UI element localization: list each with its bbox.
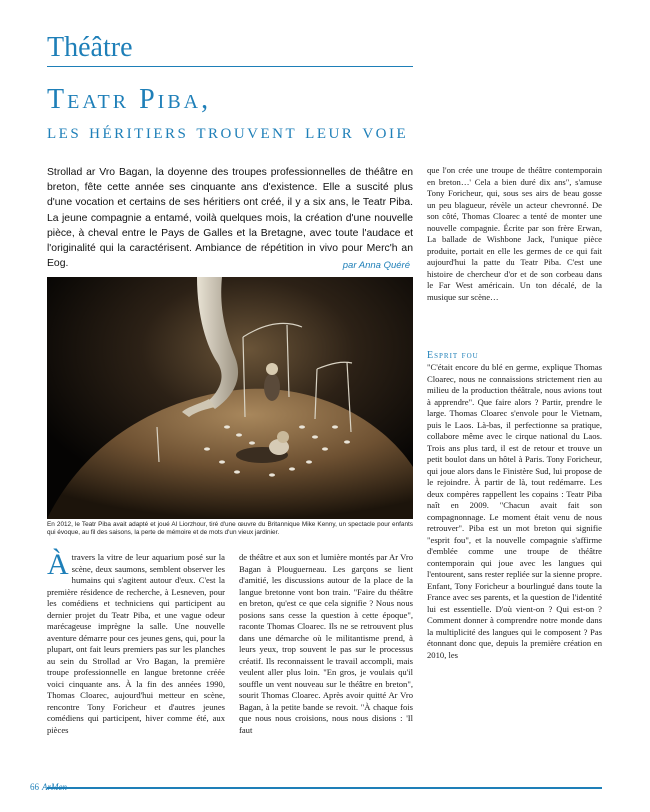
stage-photo <box>47 277 413 519</box>
body-column-3-top <box>427 165 602 303</box>
body-column-3-bottom <box>427 362 602 661</box>
section-rule <box>47 66 413 67</box>
article-title: Teatr Piba, <box>47 84 212 115</box>
section-title: Théâtre <box>47 32 133 63</box>
body-text-2: de théâtre et aux son et lumière montés par Ar Vro Bagan à Plouguerneau. Les garçons se lient d'amitié, les discussions autour de la place de la langue bretonne vont bon train. "Faire du théâtre en breton, qu'est ce que cela signifie ? Nous nous posions sans cesse la question à cette époque", raconte Thomas Cloarec. Ils ne se retrouvent plus dans une démarche où le militantisme prend, à leurs yeux, trop souvent le pas sur le processus créatif. Ils reconnaissent le travail accompli, mais veulent aller plus loin. "En gros, je voulais qu'il souffle un vent nouveau sur le théâtre en breton", sourit Thomas Cloarec. Après avoir quitté Ar Vro Bagan, à la petite bande se revoit. "À chaque fois que nous nous croisions, nous nous disions : 'Il faut <box>239 552 413 735</box>
body-column-1 <box>47 548 225 736</box>
footer-rule <box>47 787 602 789</box>
body-column-2 <box>239 552 413 736</box>
body-text-3b: "C'était encore du blé en germe, explique Thomas Cloarec, nous ne connaissions strictement rien au milieu de la production théâtrale, nous avions tout à apprendre". Que faire alors ? Partir, prendre le large. Thomas Cloarec s'envole pour le Vietnam, puis le Laos. Là-bas, il perfectionne sa pratique, collabore même avec le cirque national du Laos. Trois ans plus tard, il est de retour et trouve un petit boulot dans un hôtel à Paris. Tony Foricheur, qui joue alors dans le Finistère Sud, lui propose de le rejoindre. À partir de là, tout redémarre. Les deux compères rappellent les copains : Teatr Piba naît en 2009. "Chacun avait fait son compagnonnage. Le moment était venu de nous retrouver". Piba est un mot breton qui signifie "esprit fou", et la nouvelle compagnie s'affirme d'emblée comme une troupe de théâtre contemporain qui joue avec les langues qui l'entourent, sans rester repliée sur la sienne propre. Enfant, Tony Foricheur a bourlingué dans toute la France avec ses parents, et la question de l'identité lui est essentielle. D'où vient-on ? Qui est-on ? Comment donner à comprendre notre monde dans la multiplicité des langues qui le composent ? Pas étonnant donc que, depuis la première création en 2010, les <box>427 362 602 660</box>
dropcap: À <box>47 548 69 581</box>
page-number: 66 <box>30 782 39 792</box>
photo-caption: En 2012, le Teatr Piba avait adapté et joué Al Liorzhour, tiré d'une œuvre du Britannique Mike Kenny, un spectacle pour enfants qui évoque, au fil des saisons, la perte de mémoire et de mots d'un vieux jardinier. <box>47 521 413 537</box>
byline: par Anna Quéré <box>342 260 410 271</box>
magazine-name: ArMen <box>42 782 67 792</box>
stage-photo-image <box>47 277 413 519</box>
body-text-3a: que l'on crée une troupe de théâtre contemporain en breton…' Cela a bien duré dix ans", s'amuse Tony Foricheur, qui, sous ses airs de beau gosse un peu blagueur, révèle un acteur chevronné. De son côté, Thomas Cloarec a tenté de monter une nouvelle compagnie. Écrite par son frère Erwan, La ballade de Wishbone Jack, l'unique pièce produite, portait en elle les germes de ce qui fait aujourd'hui la patte du Teatr Piba. C'est une histoire de chercheur d'or et de son corbeau dans le Far West américain. Un ton décalé, de la musique sur scène… <box>427 165 602 302</box>
body-text-1: travers la vitre de leur aquarium posé sur la scène, deux saumons, semblent observer les humains qui s'agitent autour d'eux. C'est la première résidence de recherche, à Lesneven, pour les comédiens et techniciens qui participent au dernier projet du Teatr Piba, et une vague odeur marécageuse imprègne la salle. Une nouvelle aventure démarre pour ces jeunes gens, qui, pour la plupart, ont fait leurs premiers pas sur les planches au sein du Strollad ar Vro Bagan, la première troupe professionnelle en langue bretonne créée voici cinquante ans. À la fin des années 1990, Thomas Cloarec, aujourd'hui metteur en scène, rencontre Tony Foricheur et d'autres jeunes comédiens qui participent, hiver comme été, aux pièces <box>47 552 225 735</box>
subheading: Esprit fou <box>427 350 479 361</box>
article-intro: Strollad ar Vro Bagan, la doyenne des troupes professionnelles de théâtre en breton, fête cette année ses cinquante ans d'existence. Elle a suscité plus d'une vocation et certains de ses héritiers ont créé, il y a six ans, le Teatr Piba. La jeune compagnie a entamé, voilà quelques mois, la création d'une nouvelle pièce, à cheval entre le Pays de Galles et la Bretagne, avec toute l'audace et l'originalité qui la caractérisent. Ambiance de répétition in vivo pour Merc'h an Eog. <box>47 167 413 270</box>
article-subtitle: les héritiers trouvent leur voie <box>47 118 409 143</box>
